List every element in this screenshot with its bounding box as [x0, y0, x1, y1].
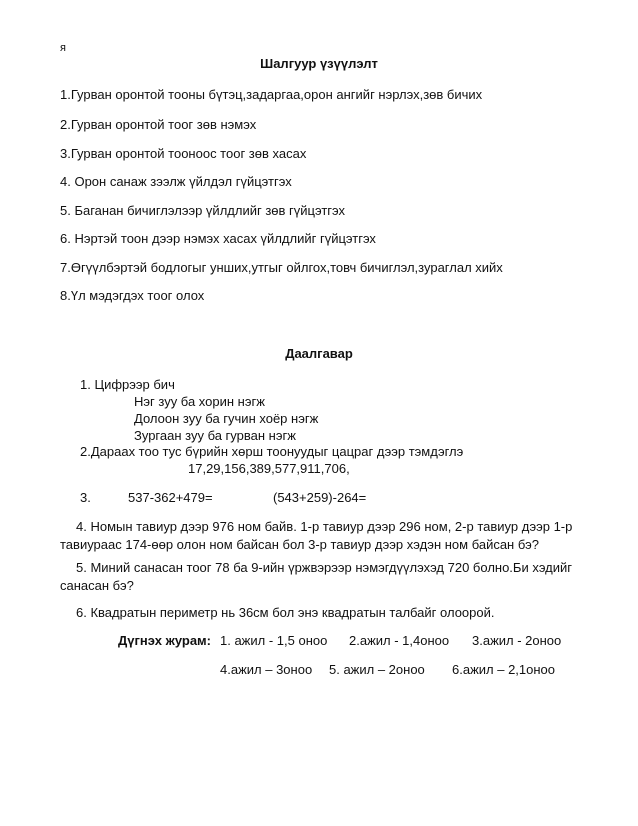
- task3-expression: 537-362+479=: [128, 490, 213, 505]
- scoring-item: 3.ажил - 2оноо: [472, 633, 562, 648]
- scoring-label: Дүгнэх журам:: [118, 633, 211, 648]
- scoring-item: 5. ажил – 2оноо: [329, 662, 425, 677]
- task5-line: 5. Миний санасан тоог 78 ба 9-ийн үржвэрээр нэмэгдүүлэхэд 720 болно.Би хэдийг: [76, 560, 573, 575]
- task4-line: 4. Номын тавиур дээр 976 ном байв. 1-р тавиур дээр 296 ном, 2-р тавиур дээр 1-р: [76, 519, 573, 534]
- criteria-item: 6. Нэртэй тоон дээр нэмэх хасах үйлдлийг гүйцэтгэх: [60, 231, 376, 246]
- task1-line: Нэг зуу ба хорин нэгж: [134, 394, 265, 409]
- task4-line: тавиураас 174-өөр олон ном байсан бол 3-р тавиур дээр хэдэн ном байсан бэ?: [60, 537, 540, 552]
- criteria-item: 7.Өгүүлбэртэй бодлогыг унших,утгыг ойлгох,товч бичиглэл,зураглал хийх: [60, 260, 503, 275]
- criteria-title: Шалгуур үзүүлэлт: [260, 56, 378, 71]
- task3-expression: (543+259)-264=: [273, 490, 367, 505]
- criteria-item: 4. Орон санаж зээлж үйлдэл гүйцэтгэх: [60, 174, 292, 189]
- criteria-item: 5. Баганан бичиглэлээр үйлдлийг зөв гүйцэтгэх: [60, 203, 346, 218]
- criteria-item: 2.Гурван оронтой тоог зөв нэмэх: [60, 117, 257, 132]
- scoring-item: 4.ажил – 3оноо: [220, 662, 313, 677]
- criteria-item: 8.Үл мэдэгдэх тоог олох: [60, 288, 205, 303]
- task5-line: санасан бэ?: [60, 578, 134, 593]
- task1-label: 1. Цифрээр бич: [80, 377, 175, 392]
- criteria-item: 1.Гурван оронтой тооны бүтэц,задаргаа,орон ангийг нэрлэх,зөв бичих: [60, 87, 483, 102]
- scoring-item: 2.ажил - 1,4оноо: [349, 633, 450, 648]
- task6-text: 6. Квадратын периметр нь 36см бол энэ квадратын талбайг олоорой.: [76, 605, 495, 620]
- task1-line: Зургаан зуу ба гурван нэгж: [134, 428, 296, 443]
- criteria-item: 3.Гурван оронтой тоонoос тоог зөв хасах: [60, 146, 307, 161]
- scoring-item: 1. ажил - 1,5 оноо: [220, 633, 328, 648]
- task3-number: 3.: [80, 490, 91, 505]
- tasks-title: Даалгавар: [285, 346, 353, 361]
- scoring-item: 6.ажил – 2,1оноо: [452, 662, 556, 677]
- task1-line: Долоон зуу ба гучин хоёр нэгж: [134, 411, 319, 426]
- task2-text: 2.Дараах тоо тус бүрийн хөрш тоонуудыг цацраг дээр тэмдэглэ: [80, 444, 464, 459]
- task2-numbers: 17,29,156,389,577,911,706,: [188, 461, 350, 476]
- corner-mark: я: [60, 42, 66, 54]
